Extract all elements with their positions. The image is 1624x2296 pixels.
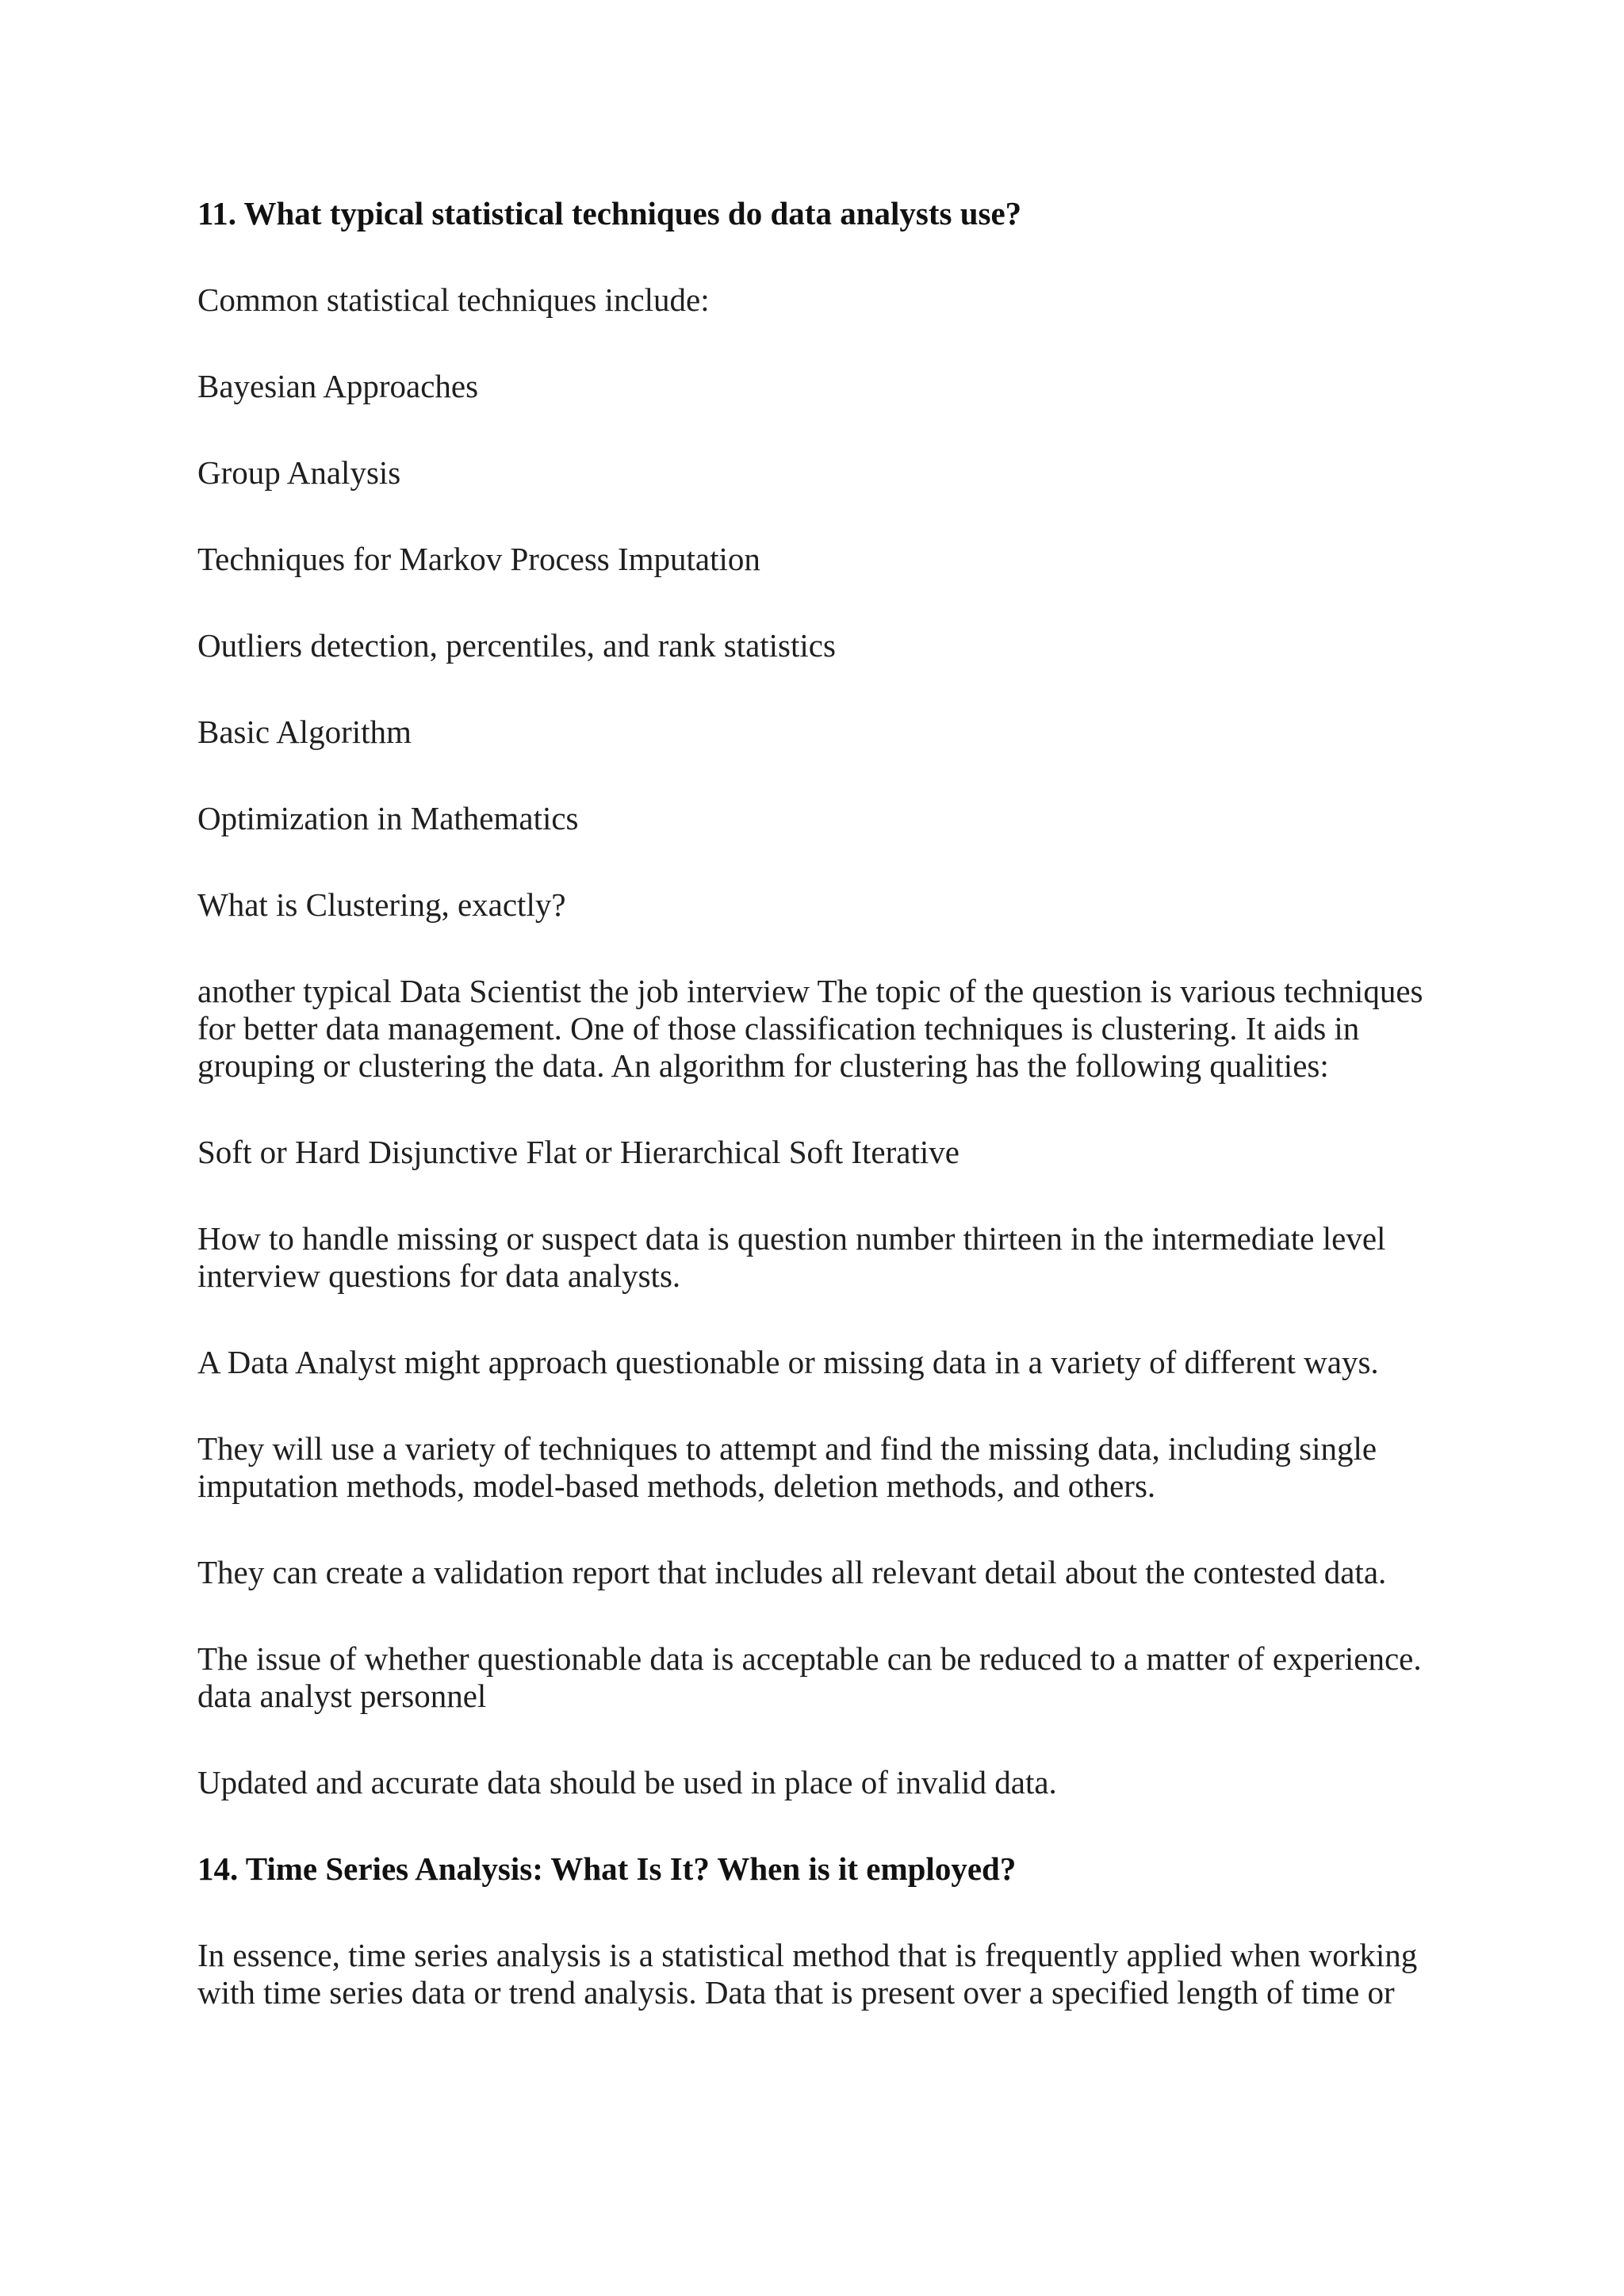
list-item: Techniques for Markov Process Imputation [197, 541, 760, 577]
question-clustering: What is Clustering, exactly? [197, 886, 566, 923]
paragraph-time-series: In essence, time series analysis is a statistical method that is frequently applied when working with time series data or trend analysis. Data that is present over a specified length of time or [197, 1937, 1418, 2011]
list-item: Group Analysis [197, 454, 401, 491]
paragraph-intro: Common statistical techniques include: [197, 281, 710, 318]
paragraph-experience: The issue of whether questionable data is acceptable can be reduced to a matter of experience. data analyst personnel [197, 1640, 1422, 1714]
paragraph-validation: They can create a validation report that includes all relevant detail about the contested data. [197, 1554, 1387, 1590]
paragraph-approach: A Data Analyst might approach questionable or missing data in a variety of different ways. [197, 1344, 1379, 1380]
paragraph-techniques: They will use a variety of techniques to attempt and find the missing data, including single imputation methods, model-based methods, deletion methods, and others. [197, 1430, 1377, 1504]
list-item: Optimization in Mathematics [197, 800, 579, 836]
list-item: Basic Algorithm [197, 714, 412, 750]
paragraph-clustering: another typical Data Scientist the job interview The topic of the question is various techniques for better data management. One of those classification techniques is clustering. It aids in grouping or clustering the data. An algorithm for clustering has the following qualities: [197, 973, 1423, 1084]
paragraph-invalid-data: Updated and accurate data should be used in place of invalid data. [197, 1764, 1057, 1800]
list-item: Outliers detection, percentiles, and rank statistics [197, 627, 836, 664]
paragraph-qualities: Soft or Hard Disjunctive Flat or Hierarchical Soft Iterative [197, 1134, 959, 1170]
section-heading-11: 11. What typical statistical techniques do data analysts use? [197, 195, 1022, 232]
document-body [197, 195, 1450, 2011]
paragraph-question-13: How to handle missing or suspect data is question number thirteen in the intermediate level interview questions for data analysts. [197, 1220, 1386, 1294]
section-heading-14: 14. Time Series Analysis: What Is It? When is it employed? [197, 1850, 1017, 1887]
list-item: Bayesian Approaches [197, 368, 479, 404]
